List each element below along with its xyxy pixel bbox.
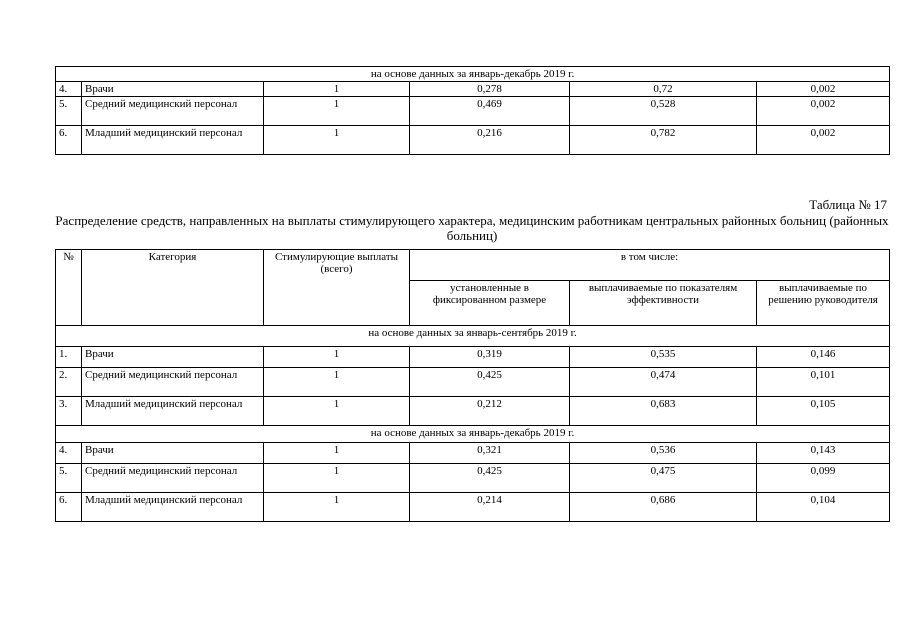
table-continuation — [55, 66, 890, 155]
row-performance: 0,686 — [570, 493, 757, 522]
row-category: Младший медицинский персонал — [82, 493, 264, 522]
header-head-decision: выплачиваемые по решению руководителя — [757, 281, 890, 326]
row-number: 6. — [56, 126, 82, 155]
table-row — [56, 126, 890, 155]
row-total: 1 — [264, 126, 410, 155]
section-label: на основе данных за январь-декабрь 2019 г. — [56, 67, 890, 82]
row-fixed: 0,216 — [410, 126, 570, 155]
row-category: Средний медицинский персонал — [82, 464, 264, 493]
section-label: на основе данных за январь-сентябрь 2019 г. — [56, 326, 890, 347]
row-head-decision: 0,099 — [757, 464, 890, 493]
table-row — [56, 443, 890, 464]
row-head-decision: 0,146 — [757, 347, 890, 368]
table-row — [56, 493, 890, 522]
row-performance: 0,535 — [570, 347, 757, 368]
row-fixed: 0,425 — [410, 464, 570, 493]
row-fixed: 0,469 — [410, 97, 570, 126]
section-row — [56, 426, 890, 443]
row-total: 1 — [264, 97, 410, 126]
row-total: 1 — [264, 82, 410, 97]
row-fixed: 0,321 — [410, 443, 570, 464]
row-head-decision: 0,002 — [757, 126, 890, 155]
row-number: 4. — [56, 82, 82, 97]
row-category: Врачи — [82, 443, 264, 464]
table-row — [56, 97, 890, 126]
table-row — [56, 368, 890, 397]
table-number: Таблица № 17 — [809, 197, 887, 212]
row-category: Средний медицинский персонал — [82, 97, 264, 126]
section-label: на основе данных за январь-декабрь 2019 г. — [56, 426, 890, 443]
row-performance: 0,683 — [570, 397, 757, 426]
section-row — [56, 326, 890, 347]
row-category: Младший медицинский персонал — [82, 126, 264, 155]
row-head-decision: 0,002 — [757, 97, 890, 126]
table-row — [56, 464, 890, 493]
header-including: в том числе: — [410, 250, 890, 281]
row-performance: 0,782 — [570, 126, 757, 155]
row-performance: 0,528 — [570, 97, 757, 126]
header-category: Категория — [82, 250, 264, 326]
row-head-decision: 0,105 — [757, 397, 890, 426]
row-fixed: 0,319 — [410, 347, 570, 368]
row-number: 3. — [56, 397, 82, 426]
table-row — [56, 347, 890, 368]
row-category: Младший медицинский персонал — [82, 397, 264, 426]
row-total: 1 — [264, 443, 410, 464]
row-head-decision: 0,143 — [757, 443, 890, 464]
row-number: 5. — [56, 97, 82, 126]
row-performance: 0,536 — [570, 443, 757, 464]
row-number: 5. — [56, 464, 82, 493]
row-category: Врачи — [82, 82, 264, 97]
row-performance: 0,474 — [570, 368, 757, 397]
header-number: № — [56, 250, 82, 326]
row-total: 1 — [264, 368, 410, 397]
row-total: 1 — [264, 397, 410, 426]
table-row — [56, 82, 890, 97]
table-17 — [55, 249, 890, 522]
row-category: Врачи — [82, 347, 264, 368]
row-fixed: 0,425 — [410, 368, 570, 397]
row-fixed: 0,212 — [410, 397, 570, 426]
row-number: 1. — [56, 347, 82, 368]
header-total: Стимулирующие выплаты (всего) — [264, 250, 410, 326]
row-fixed: 0,278 — [410, 82, 570, 97]
row-total: 1 — [264, 347, 410, 368]
row-category: Средний медицинский персонал — [82, 368, 264, 397]
row-performance: 0,72 — [570, 82, 757, 97]
header-performance: выплачиваемые по показателям эффективности — [570, 281, 757, 326]
row-number: 2. — [56, 368, 82, 397]
row-head-decision: 0,101 — [757, 368, 890, 397]
table-row — [56, 397, 890, 426]
header-row — [56, 250, 890, 281]
row-performance: 0,475 — [570, 464, 757, 493]
row-total: 1 — [264, 464, 410, 493]
row-head-decision: 0,104 — [757, 493, 890, 522]
row-total: 1 — [264, 493, 410, 522]
row-number: 6. — [56, 493, 82, 522]
row-fixed: 0,214 — [410, 493, 570, 522]
section-row — [56, 67, 890, 82]
header-fixed: установленные в фиксированном размере — [410, 281, 570, 326]
row-head-decision: 0,002 — [757, 82, 890, 97]
row-number: 4. — [56, 443, 82, 464]
table-title: Распределение средств, направленных на выплаты стимулирующего характера, медицинским работникам центральных районных больниц (районных больниц) — [55, 213, 889, 243]
